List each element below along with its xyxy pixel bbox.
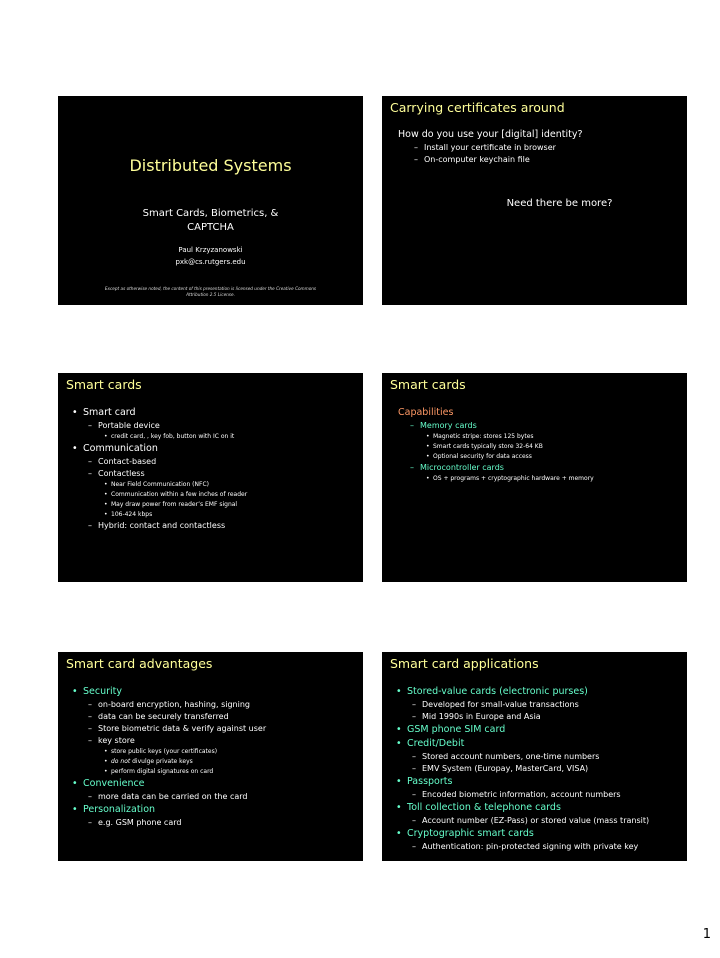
list-item [104, 758, 357, 765]
capabilities-heading: Capabilities [398, 407, 454, 418]
slide-heading: Smart cards [390, 377, 466, 392]
dot-bullet-icon: • [426, 453, 430, 460]
dash-bullet-icon: – [88, 469, 92, 478]
dot-bullet-icon: • [104, 501, 108, 508]
list-item-text: OS + programs + cryptographic hardware + memory [433, 475, 594, 482]
list-item [410, 421, 681, 430]
dot-bullet-icon: • [104, 758, 108, 765]
slide-smart-card-advantages [58, 652, 363, 861]
author-name: Paul Krzyzanowski [178, 246, 243, 254]
list-item [72, 686, 357, 697]
list-item-text: e.g. GSM phone card [98, 818, 182, 827]
list-item [396, 724, 681, 735]
list-item [412, 816, 681, 825]
dash-bullet-icon: – [88, 521, 92, 530]
list-item [412, 790, 681, 799]
list-item [426, 443, 681, 450]
list-item [414, 155, 681, 164]
list-item-text: GSM phone SIM card [407, 724, 506, 735]
list-item [72, 407, 357, 418]
list-item-text: perform digital signatures on card [111, 768, 214, 775]
list-item [88, 792, 357, 801]
list-item-text: do not divulge private keys [111, 758, 193, 765]
list-item-text: Stored account numbers, one-time numbers [422, 752, 600, 761]
dash-bullet-icon: – [410, 463, 414, 472]
dot-bullet-icon: • [104, 768, 108, 775]
dot-bullet-icon: • [72, 407, 78, 418]
list-item [396, 802, 681, 813]
list-item-text: Microcontroller cards [420, 463, 504, 472]
list-item-text: key store [98, 736, 135, 745]
list-item [88, 457, 357, 466]
bullet-list [396, 686, 681, 854]
list-item [104, 433, 357, 440]
list-item [396, 776, 681, 787]
list-item-text: store public keys (your certificates) [111, 748, 218, 755]
list-item-text: Account number (EZ-Pass) or stored value (mass transit) [422, 816, 650, 825]
dot-bullet-icon: • [396, 802, 402, 813]
list-item-text: EMV System (Europay, MasterCard, VISA) [422, 764, 589, 773]
slide-heading: Smart cards [66, 377, 142, 392]
list-item-text: Optional security for data access [433, 453, 532, 460]
dot-bullet-icon: • [104, 491, 108, 498]
dash-bullet-icon: – [412, 816, 416, 825]
dash-bullet-icon: – [412, 764, 416, 773]
list-item [412, 752, 681, 761]
slide-heading: Smart card advantages [66, 656, 213, 671]
list-item-text: Stored-value cards (electronic purses) [407, 686, 588, 697]
list-item-text: Personalization [83, 804, 156, 815]
slide-title [58, 96, 363, 305]
list-item-text: Smart cards typically store 32-64 KB [433, 443, 543, 450]
dash-bullet-icon: – [412, 842, 416, 851]
dot-bullet-icon: • [426, 433, 430, 440]
list-item-text: 106-424 kbps [111, 511, 153, 518]
dot-bullet-icon: • [104, 433, 108, 440]
list-item [426, 453, 681, 460]
list-item [104, 768, 357, 775]
dash-bullet-icon: – [412, 790, 416, 799]
list-item [72, 443, 357, 454]
list-item [414, 143, 681, 152]
dash-bullet-icon: – [88, 457, 92, 466]
list-item [104, 748, 357, 755]
bullet-list [72, 407, 357, 533]
slide-smart-card-capabilities [382, 373, 687, 582]
list-item [104, 491, 357, 498]
list-item-text: Developed for small-value transactions [422, 700, 579, 709]
list-item-text: Magnetic stripe: stores 125 bytes [433, 433, 534, 440]
list-item-text: Cryptographic smart cards [407, 828, 534, 839]
dash-bullet-icon: – [88, 712, 92, 721]
list-item [412, 700, 681, 709]
list-item-text: Passports [407, 776, 453, 787]
dash-bullet-icon: – [88, 700, 92, 709]
list-item-text: credit card, , key fob, button with IC on it [111, 433, 235, 440]
list-item [396, 738, 681, 749]
dash-bullet-icon: – [414, 143, 418, 152]
list-item [88, 736, 357, 745]
list-item-text: Contact-based [98, 457, 157, 466]
list-item-text: Near Field Communication (NFC) [111, 481, 209, 488]
list-item [88, 469, 357, 478]
presentation-subtitle [58, 207, 363, 235]
list-item-text: more data can be carried on the card [98, 792, 248, 801]
list-item [104, 511, 357, 518]
dot-bullet-icon: • [396, 724, 402, 735]
list-item [104, 481, 357, 488]
dot-bullet-icon: • [426, 475, 430, 482]
slide-smart-cards [58, 373, 363, 582]
closing-question: Need there be more? [506, 198, 613, 209]
dash-bullet-icon: – [88, 421, 92, 430]
dash-bullet-icon: – [88, 792, 92, 801]
list-item [88, 700, 357, 709]
dot-bullet-icon: • [396, 828, 402, 839]
list-item-text: Memory cards [420, 421, 477, 430]
license-line-1: Except as otherwise noted, the content of this presentation is licensed under the Creative Commons [104, 286, 317, 291]
list-item-text: Credit/Debit [407, 738, 465, 749]
dot-bullet-icon: • [396, 738, 402, 749]
list-item-text: data can be securely transferred [98, 712, 229, 721]
dash-bullet-icon: – [88, 724, 92, 733]
list-item-text: Convenience [83, 778, 145, 789]
dot-bullet-icon: • [104, 748, 108, 755]
list-item [396, 686, 681, 697]
dot-bullet-icon: • [72, 804, 78, 815]
page-number: 1 [702, 927, 711, 942]
dot-bullet-icon: • [72, 778, 78, 789]
list-item-text: Authentication: pin-protected signing with private key [422, 842, 639, 851]
dash-bullet-icon: – [414, 155, 418, 164]
list-item [396, 828, 681, 839]
list-item [88, 521, 357, 530]
list-item-text: Install your certificate in browser [424, 143, 556, 152]
dot-bullet-icon: • [396, 686, 402, 697]
slide-carrying-certificates [382, 96, 687, 305]
list-item [104, 501, 357, 508]
slide-smart-card-applications [382, 652, 687, 861]
list-item-text: Encoded biometric information, account numbers [422, 790, 621, 799]
list-item [412, 712, 681, 721]
list-item [88, 724, 357, 733]
author-block [58, 244, 363, 268]
list-item [412, 764, 681, 773]
list-item [72, 778, 357, 789]
dash-bullet-icon: – [412, 712, 416, 721]
list-item-text: Contactless [98, 469, 145, 478]
list-item [88, 712, 357, 721]
list-item-text: Smart card [83, 407, 136, 418]
dot-bullet-icon: • [104, 511, 108, 518]
list-item [410, 463, 681, 472]
bullet-list [396, 421, 681, 482]
list-item-text: Hybrid: contact and contactless [98, 521, 226, 530]
dot-bullet-icon: • [396, 776, 402, 787]
dash-bullet-icon: – [88, 818, 92, 827]
author-email: pxk@cs.rutgers.edu [175, 258, 246, 266]
list-item-text: On-computer keychain file [424, 155, 530, 164]
slide-heading: Carrying certificates around [390, 100, 565, 115]
list-item-text: Toll collection & telephone cards [407, 802, 561, 813]
license-line-2: Attribution 2.5 License. [186, 292, 235, 297]
question-text: How do you use your [digital] identity? [398, 129, 583, 140]
dash-bullet-icon: – [410, 421, 414, 430]
license-notice [58, 286, 363, 298]
list-item-text: Communication [83, 443, 158, 454]
list-item-text: on-board encryption, hashing, signing [98, 700, 250, 709]
dot-bullet-icon: • [72, 443, 78, 454]
list-item-text: Store biometric data & verify against user [98, 724, 267, 733]
list-item [88, 818, 357, 827]
bullet-list [72, 686, 357, 830]
list-item-text: Mid 1990s in Europe and Asia [422, 712, 541, 721]
slide-heading: Smart card applications [390, 656, 539, 671]
dash-bullet-icon: – [412, 700, 416, 709]
list-item [72, 804, 357, 815]
presentation-title: Distributed Systems [129, 156, 292, 175]
dot-bullet-icon: • [72, 686, 78, 697]
dash-bullet-icon: – [88, 736, 92, 745]
list-item [426, 433, 681, 440]
subtitle-line-2: CAPTCHA [187, 222, 234, 233]
emphasis-text: do not [111, 758, 131, 765]
list-item-text: Security [83, 686, 123, 697]
list-item-text: Communication within a few inches of reader [111, 491, 248, 498]
list-item [412, 842, 681, 851]
list-item-text: Portable device [98, 421, 160, 430]
dash-bullet-icon: – [412, 752, 416, 761]
dot-bullet-icon: • [104, 481, 108, 488]
subtitle-line-1: Smart Cards, Biometrics, & [142, 208, 279, 219]
dot-bullet-icon: • [426, 443, 430, 450]
list-item [88, 421, 357, 430]
list-item-text: May draw power from reader’s EMF signal [111, 501, 238, 508]
list-item [426, 475, 681, 482]
